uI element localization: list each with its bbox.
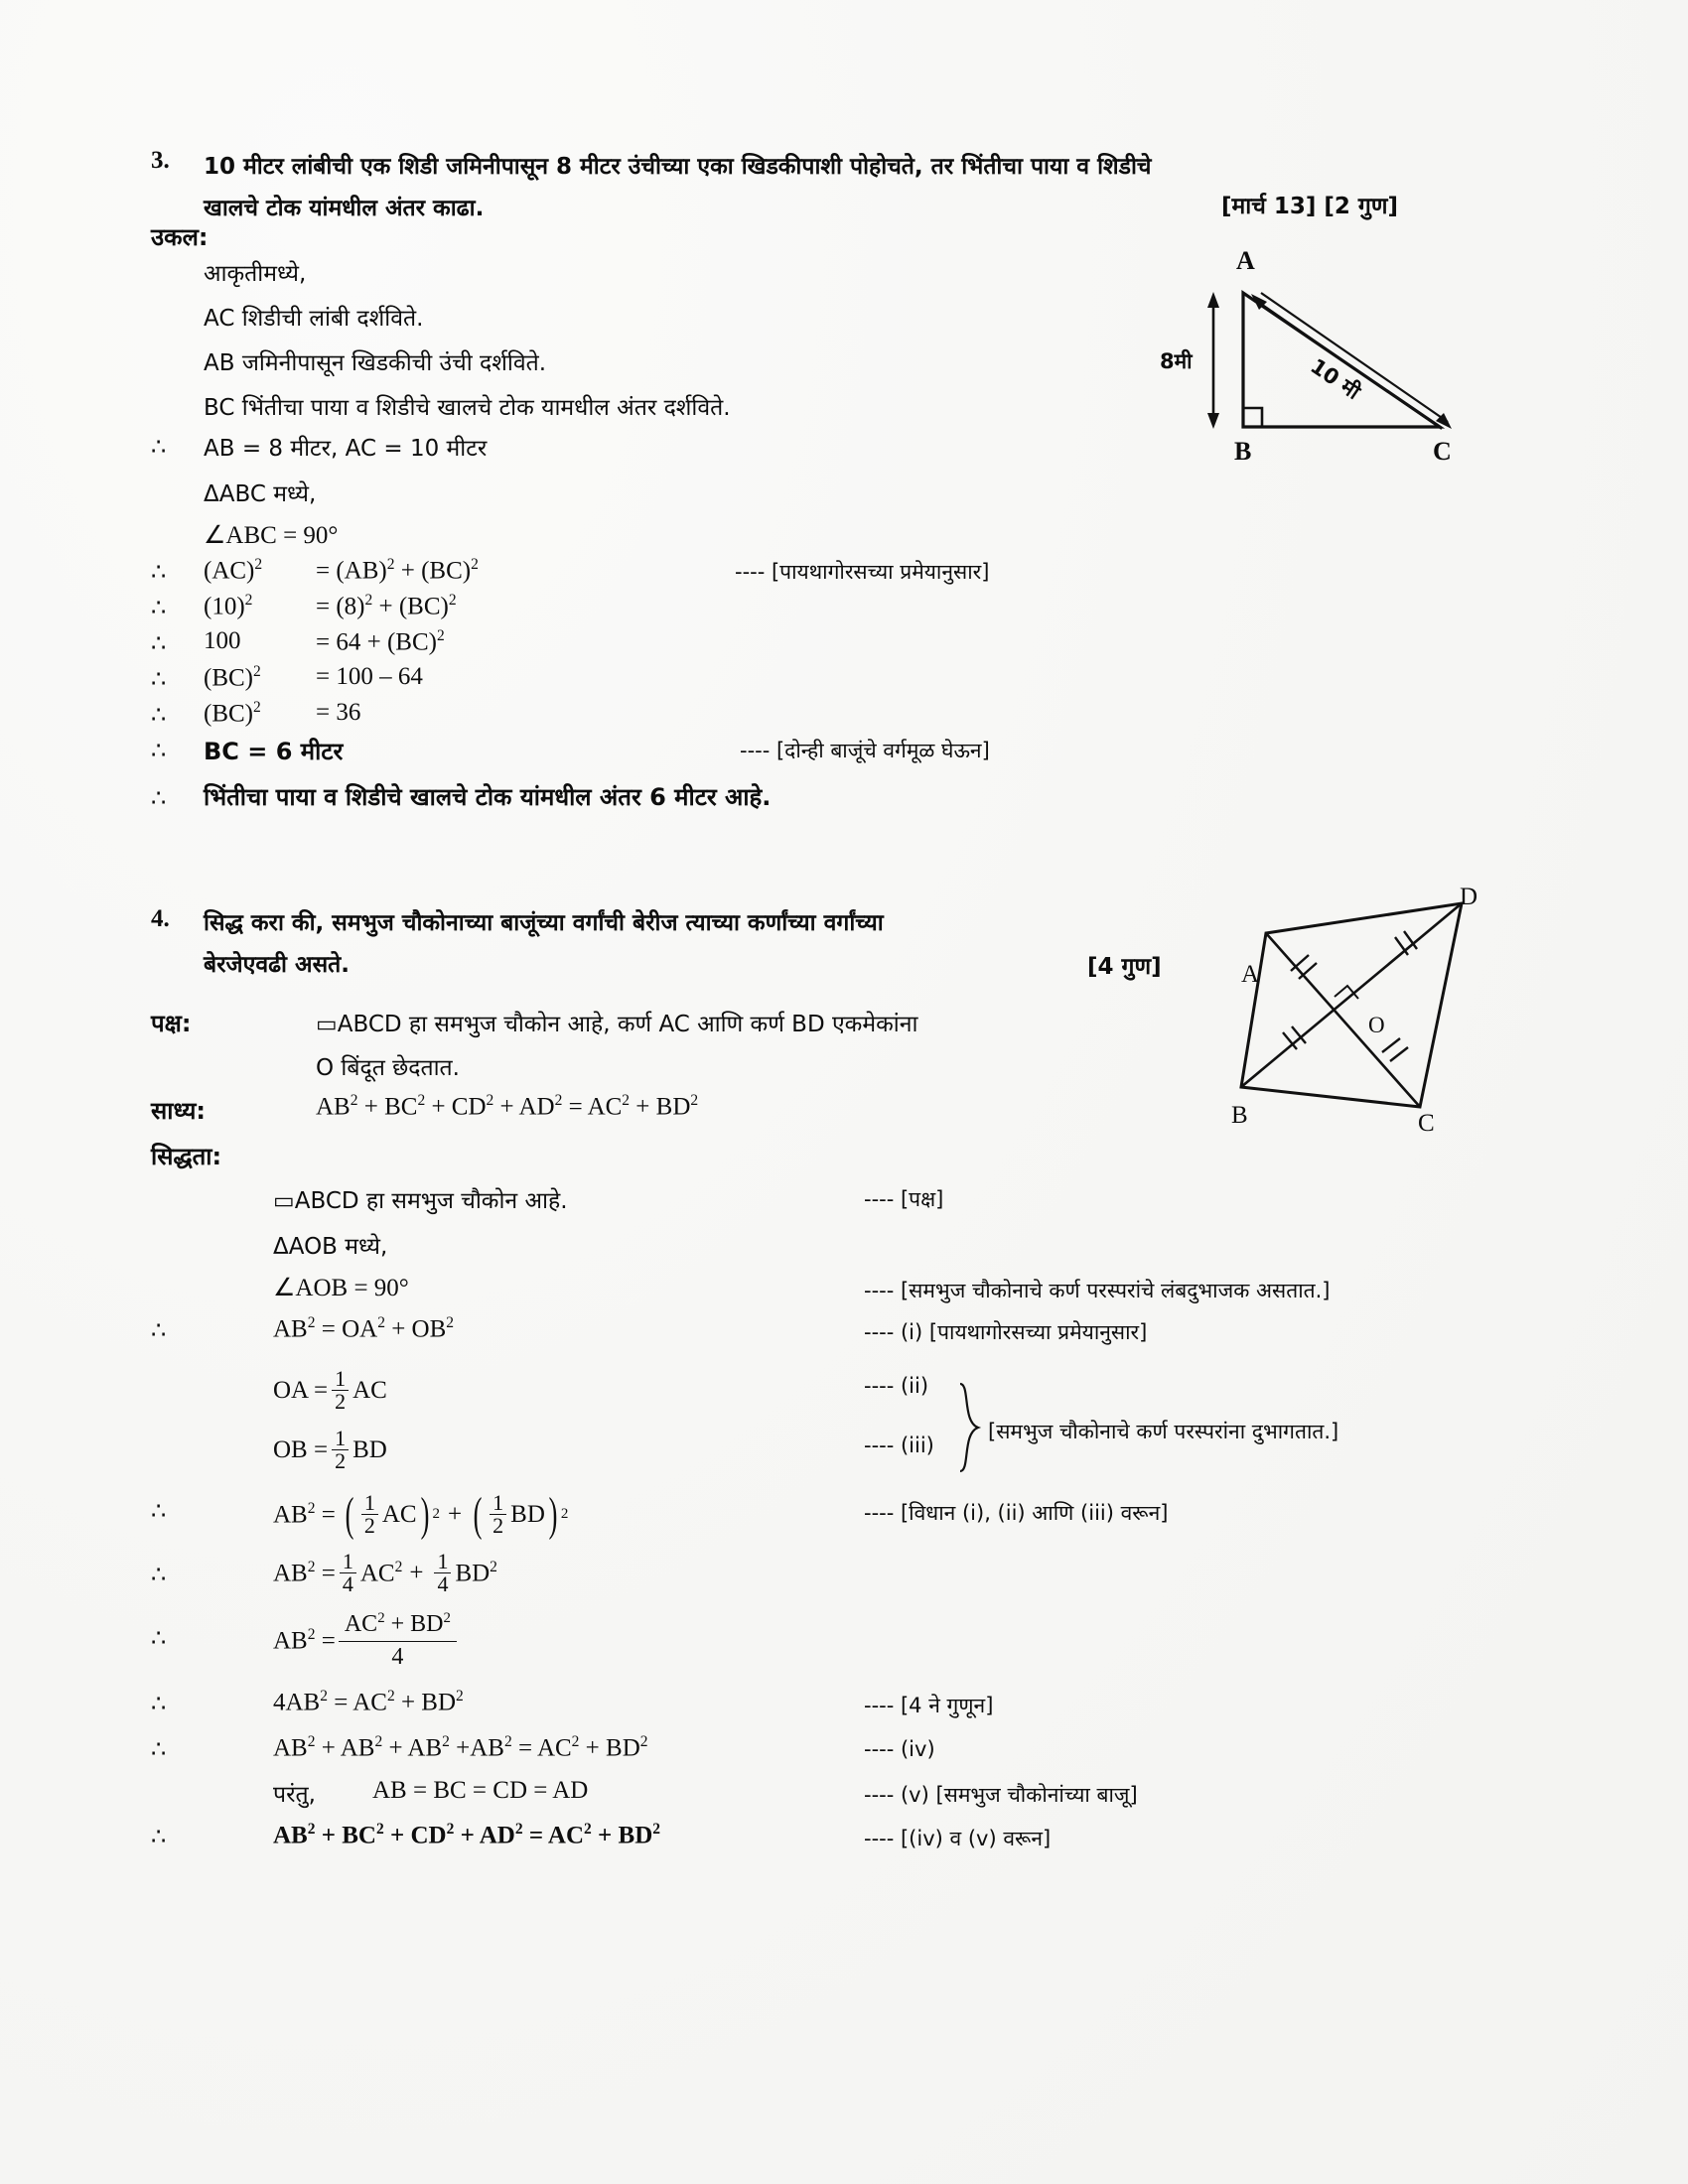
q3-line-2: AB जमिनीपासून खिडकीची उंची दर्शविते.: [204, 350, 547, 376]
q4-vertex-d-label: D: [1460, 884, 1478, 910]
q4-text-line1: सिद्ध करा की, समभुज चौकोनाच्या बाजूंच्या वर्गांची बेरीज त्याच्या कर्णांच्या वर्गांच्या: [204, 910, 884, 936]
q3-height-label: 8मी: [1160, 349, 1193, 373]
q3-step-2-lhs: 100: [204, 627, 241, 654]
half-fraction-bd: $\frac{1}{2}$: [490, 1492, 506, 1537]
q3-step-3-rhs: = 100 – 64: [316, 663, 423, 690]
q3-hypotenuse-label: 10 मी: [1306, 353, 1365, 405]
q4-therefore-5: ∴: [151, 1692, 167, 1717]
q4-toprove-label: साध्य:: [151, 1097, 206, 1125]
q3-step-3-lhs: (BC)$^2$: [204, 663, 261, 692]
q4-text-line2: बेरजेएवढी असते.: [204, 952, 350, 978]
q4-final-note-2: ---- (v) [समभुज चौकोनांच्या बाजू]: [864, 1783, 1138, 1807]
q3-step-4-lhs: (BC)$^2$: [204, 699, 261, 728]
q3-vertex-c-label: C: [1433, 437, 1452, 466]
q3-therefore-2: ∴: [151, 560, 167, 586]
q3-therefore-1: ∴: [151, 435, 167, 461]
q3-angle-abc: ∠ABC = 90°: [204, 522, 339, 549]
q4-multiplied-line: $4AB^2 = AC^2 + BD^2$: [273, 1688, 464, 1716]
q4-quarter-line: $AB^2$ = $\frac{1}{4}$ $AC^2$ + $\frac{1}{4}$ $BD^2$: [273, 1549, 497, 1596]
q3-solution-label: उकल:: [151, 223, 209, 251]
q3-therefore-final: ∴: [151, 786, 167, 812]
q3-therefore-6: ∴: [151, 703, 167, 729]
q4-therefore-6: ∴: [151, 1737, 167, 1763]
q4-proof-row-2: ∠AOB = 90°: [273, 1275, 409, 1301]
q3-line-1: AC शिडीची लांबी दर्शविते.: [204, 306, 424, 332]
q3-step-5-note: ---- [दोन्ही बाजूंचे वर्गमूळ घेऊन]: [740, 739, 990, 762]
q4-expand-line: $AB^2$ = ( $\frac{1}{2}$ AC ) 2 + ( $\frac{1}{2}$ BD ) 2: [273, 1488, 569, 1541]
q3-step-1-lhs: $(10)^2$: [204, 592, 253, 620]
q3-step-2-rhs: = 64 + (BC)$^2$: [316, 627, 445, 656]
q3-step-0-rhs: = (AB)$^2$ + (BC)$^2$: [316, 556, 479, 585]
q4-combined-line: $AB^2$ = $\frac{AC^2 + BD^2}{4}$: [273, 1610, 460, 1671]
q4-oa-line: OA = $\frac{1}{2}$ AC: [273, 1366, 387, 1414]
q3-line-3: BC भिंतीचा पाया व शिडीचे खालचे टोक यामधील अंतर दर्शविते.: [204, 395, 731, 421]
quarter-fraction-ac: $\frac{1}{4}$: [340, 1551, 356, 1595]
q3-therefore-3: ∴: [151, 596, 167, 621]
q4-given-line2: O बिंदूत छेदतात.: [316, 1055, 460, 1081]
q4-final-note-1: ---- (iv): [864, 1737, 935, 1761]
quarter-fraction-bd: $\frac{1}{4}$: [434, 1551, 451, 1595]
q3-text-line2: खालचे टोक यांमधील अंतर काढा.: [204, 196, 485, 221]
q4-final-note-3: ---- [(iv) व (v) वरून]: [864, 1827, 1052, 1850]
q4-number: 4.: [151, 905, 170, 932]
half-fraction-ob: $\frac{1}{2}$: [332, 1428, 349, 1472]
q3-therefore-7: ∴: [151, 739, 167, 764]
q4-note-ii: ---- (ii): [864, 1374, 929, 1398]
half-fraction-oa: $\frac{1}{2}$: [332, 1368, 349, 1413]
q3-therefore-5: ∴: [151, 667, 167, 693]
q4-vertex-c-label: C: [1418, 1110, 1435, 1137]
half-fraction-ac: $\frac{1}{2}$: [361, 1492, 378, 1537]
q4-given-line1: ▭ABCD हा समभुज चौकोन आहे, कर्ण AC आणि कर्ण BD एकमेकांना: [316, 1012, 918, 1037]
q4-center-label: O: [1368, 1013, 1385, 1037]
q3-given-ab-ac: AB = 8 मीटर, AC = 10 मीटर: [204, 436, 488, 462]
q3-line-0: आकृतीमध्ये,: [204, 261, 307, 287]
q3-text-line1: 10 मीटर लांबीची एक शिडी जमिनीपासून 8 मीटर उंचीच्या एका खिडकीपाशी पोहोचते, तर भिंतीचा पाया व शिडीचे: [204, 154, 1152, 180]
q4-proof-note-0: ---- [पक्ष]: [864, 1187, 944, 1211]
q4-proof-label: सिद्धता:: [151, 1143, 222, 1170]
left-paren-2: (: [473, 1488, 483, 1541]
q3-number: 3.: [151, 147, 170, 174]
q4-vertex-b-label: B: [1231, 1102, 1248, 1129]
q4-final-eq: $AB^2 + BC^2 + CD^2 + AD^2 = AC^2 + BD^2$: [273, 1821, 661, 1849]
q4-therefore-2: ∴: [151, 1499, 167, 1525]
q4-proof-note-2: ---- [समभुज चौकोनाचे कर्ण परस्परांचे लंबदुभाजक असतात.]: [864, 1279, 1331, 1302]
q4-proof-row-0: ▭ABCD हा समभुज चौकोन आहे.: [273, 1188, 568, 1214]
q4-therefore-1: ∴: [151, 1318, 167, 1344]
q3-in-triangle: ΔABC मध्ये,: [204, 481, 317, 507]
q3-step-4-rhs: = 36: [316, 699, 361, 726]
q3-vertex-a-label: A: [1236, 246, 1255, 275]
q4-but-eq: AB = BC = CD = AD: [372, 1777, 589, 1804]
q4-final-note-0: ---- [4 ने गुणून]: [864, 1694, 994, 1717]
q3-exam-tag: [मार्च 13] [2 गुण]: [1221, 194, 1398, 219]
right-paren-2: ): [548, 1488, 558, 1541]
q3-therefore-4: ∴: [151, 631, 167, 657]
left-paren-1: (: [345, 1488, 354, 1541]
q4-expand-note: ---- [विधान (i), (ii) आणि (iii) वरून]: [864, 1501, 1169, 1525]
q4-proof-row-1: ΔAOB मध्ये,: [273, 1234, 388, 1260]
q3-vertex-b-label: B: [1234, 437, 1252, 466]
q4-therefore-3: ∴: [151, 1563, 167, 1588]
q4-proof-note-3: ---- (i) [पायथागोरसच्या प्रमेयानुसार]: [864, 1320, 1148, 1344]
grouping-brace: [956, 1382, 982, 1473]
q4-brace-note: [समभुज चौकोनाचे कर्ण परस्परांना दुभागतात.]: [988, 1420, 1339, 1443]
q4-note-iii: ---- (iii): [864, 1433, 934, 1457]
q4-therefore-7: ∴: [151, 1825, 167, 1850]
q4-marks-tag: [4 गुण]: [1087, 954, 1162, 980]
q3-step-0-note: ---- [पायथागोरसच्या प्रमेयानुसार]: [735, 560, 990, 584]
q4-therefore-4: ∴: [151, 1626, 167, 1652]
q4-rhombus-diagram: [1231, 893, 1499, 1152]
q3-step-0-lhs: (AC)$^2$: [204, 556, 263, 585]
q4-toprove: $AB^2 + BC^2 + CD^2 + AD^2 = AC^2 + BD^2$: [316, 1092, 699, 1121]
q4-sum-line: $AB^2 + AB^2 + AB^2 +AB^2 = AC^2 + BD^2$: [273, 1733, 648, 1762]
q3-step-1-rhs: = $(8)^2 + (BC)^2$: [316, 592, 457, 620]
right-paren-1: ): [420, 1488, 429, 1541]
q4-vertex-a-label: A: [1241, 961, 1260, 988]
q4-ob-line: OB = $\frac{1}{2}$ BD: [273, 1426, 387, 1473]
q4-given-label: पक्ष:: [151, 1010, 192, 1037]
q3-step-5: BC = 6 मीटर: [204, 738, 344, 765]
q4-but-label: परंतु,: [273, 1782, 316, 1808]
q3-conclusion: भिंतीचा पाया व शिडीचे खालचे टोक यांमधील अंतर 6 मीटर आहे.: [204, 783, 772, 811]
combined-fraction: $\frac{AC^2 + BD^2}{4}$: [339, 1610, 457, 1671]
q4-proof-row-3: $AB^2 = OA^2 + OB^2$: [273, 1314, 455, 1343]
